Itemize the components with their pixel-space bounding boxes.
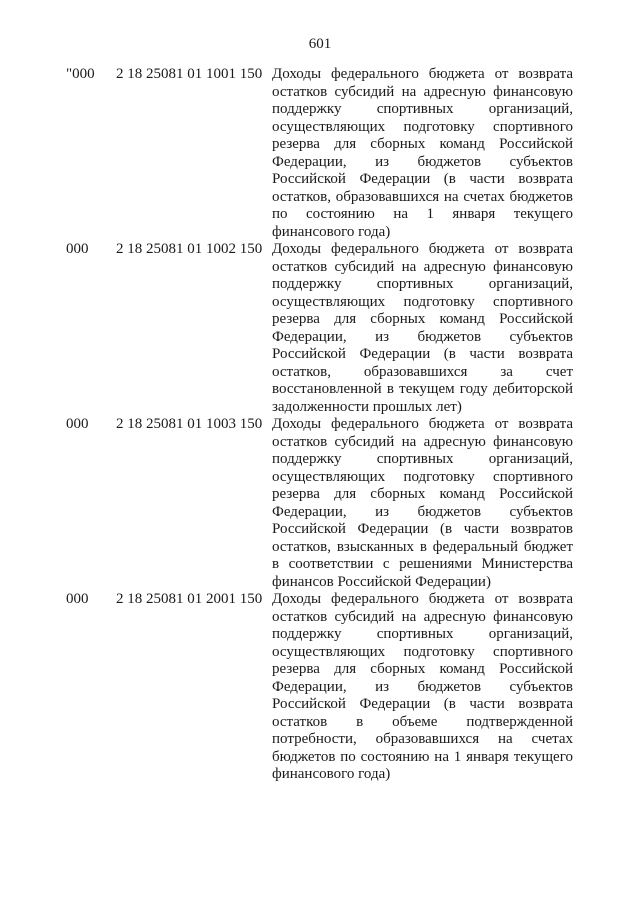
description-line: в соответствии с решениями Министерства — [272, 556, 573, 572]
description-line: Доходы федерального бюджета от возврата — [272, 241, 573, 257]
description-line: остатков в объеме подтвержденной — [272, 713, 573, 730]
budget-entry — [0, 591, 640, 784]
administrator-code: 000 — [66, 416, 89, 432]
description-line: потребности, образовавшихся на счетах — [272, 731, 573, 747]
description-line: остатков субсидий на адресную финансовую — [272, 258, 573, 275]
description-line: бюджетов по состоянию на 1 января текущего — [272, 748, 573, 765]
description-line: осуществляющих подготовку спортивного — [272, 293, 573, 310]
administrator-code: 000 — [66, 591, 89, 607]
description-line: резерва для сборных команд Российской — [272, 486, 573, 502]
budget-entry — [0, 416, 640, 591]
description-line: Российской Федерации (в части возврата — [272, 696, 573, 712]
description-line: финансового года) — [272, 223, 391, 240]
description-line: Федерации, из бюджетов субъектов — [272, 153, 573, 170]
entry-description — [272, 66, 573, 241]
description-line: Доходы федерального бюджета от возврата — [272, 416, 573, 432]
budget-classification-code: 2 18 25081 01 2001 150 — [116, 591, 263, 607]
description-line: резерва для сборных команд Российской — [272, 311, 573, 327]
description-line: осуществляющих подготовку спортивного — [272, 118, 573, 135]
description-line: остатков, образовавшихся за счет — [272, 363, 573, 380]
description-line: остатков, взысканных в федеральный бюджет — [272, 538, 573, 555]
description-line: поддержку спортивных организаций, — [272, 626, 573, 642]
description-line: Федерации, из бюджетов субъектов — [272, 503, 573, 520]
budget-classification-code: 2 18 25081 01 1002 150 — [116, 241, 263, 257]
budget-entry — [0, 241, 640, 416]
description-line: остатков субсидий на адресную финансовую — [272, 83, 573, 100]
description-line: Российской Федерации (в части возвратов — [272, 521, 573, 537]
description-line: остатков субсидий на адресную финансовую — [272, 433, 573, 450]
description-line: финансов Российской Федерации) — [272, 573, 491, 590]
description-line: поддержку спортивных организаций, — [272, 451, 573, 467]
budget-entry — [0, 66, 640, 241]
description-line: остатков субсидий на адресную финансовую — [272, 608, 573, 625]
budget-code-list — [0, 66, 640, 784]
description-line: поддержку спортивных организаций, — [272, 101, 573, 117]
description-line: Доходы федерального бюджета от возврата — [272, 591, 573, 607]
description-line: Российской Федерации (в части возврата — [272, 171, 573, 187]
description-line: восстановленной в текущем году дебиторской — [272, 381, 573, 397]
entry-description — [272, 591, 573, 784]
description-line: Российской Федерации (в части возврата — [272, 346, 573, 362]
description-line: по состоянию на 1 января текущего — [272, 206, 573, 222]
description-line: поддержку спортивных организаций, — [272, 276, 573, 292]
description-line: задолженности прошлых лет) — [272, 398, 462, 415]
description-line: Федерации, из бюджетов субъектов — [272, 328, 573, 345]
budget-classification-code: 2 18 25081 01 1003 150 — [116, 416, 263, 432]
description-line: Доходы федерального бюджета от возврата — [272, 66, 573, 82]
description-line: остатков, образовавшихся на счетах бюджетов — [272, 188, 573, 205]
page-number: 601 — [308, 36, 332, 52]
entry-description — [272, 241, 573, 416]
description-line: осуществляющих подготовку спортивного — [272, 643, 573, 660]
description-line: резерва для сборных команд Российской — [272, 136, 573, 152]
description-line: финансового года) — [272, 766, 391, 782]
administrator-code: 000 — [66, 241, 89, 257]
description-line: Федерации, из бюджетов субъектов — [272, 678, 573, 695]
description-line: осуществляющих подготовку спортивного — [272, 468, 573, 485]
description-line: резерва для сборных команд Российской — [272, 661, 573, 677]
budget-classification-code: 2 18 25081 01 1001 150 — [116, 66, 263, 82]
entry-description — [272, 416, 573, 591]
administrator-code: "000 — [66, 66, 95, 82]
